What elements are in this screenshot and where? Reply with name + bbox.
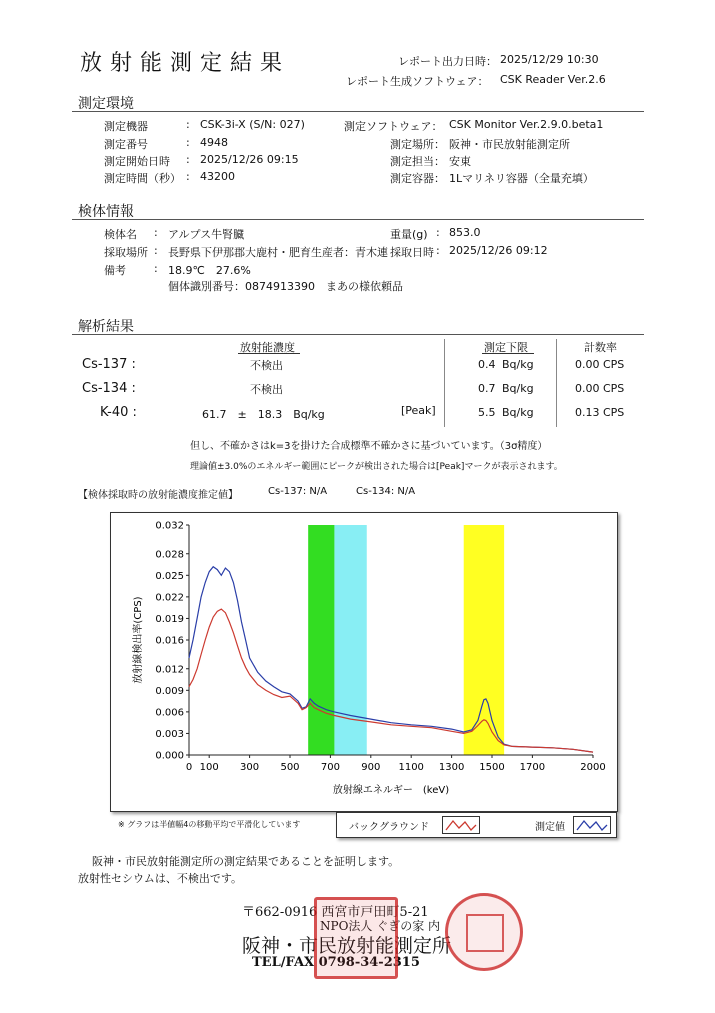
env-colon: : — [186, 118, 190, 131]
report-date: 2025/12/29 10:30 — [500, 53, 599, 66]
sample-colon: : — [154, 262, 158, 275]
estimate-label: 【検体採取時の放射能濃度推定値】 — [78, 490, 238, 501]
env-colon: : — [186, 153, 190, 166]
env-label: 測定機器 — [104, 120, 148, 133]
series-line — [189, 609, 593, 752]
stamp-org: NPO法人 ぐぎの家 内 — [320, 919, 441, 933]
env-colon: : — [186, 170, 190, 183]
uncertainty-note: 但し、不確かさはk=3を掛けた合成標準不確かさに基づいています。（3σ精度） — [190, 441, 548, 452]
y-tick-label: 0.009 — [155, 685, 184, 697]
certification-text: 阪神・市民放射能測定所の測定結果であることを証明します。 — [92, 855, 400, 868]
sample-place-label: 採取場所 — [104, 246, 148, 259]
y-tick-label: 0.028 — [155, 549, 184, 561]
env-value: CSK-3i-X (S/N: 027) — [200, 118, 305, 131]
env-label: 測定時間（秒） — [104, 172, 181, 185]
limit-value: 0.4 — [478, 358, 496, 371]
x-tick-label: 100 — [199, 762, 219, 773]
y-axis-label: 放射線検出率(CPS) — [133, 596, 144, 684]
sample-note-label: 備考 — [104, 264, 126, 277]
env-value: 2025/12/26 09:15 — [200, 153, 299, 166]
sample-weight-label: 重量(g) — [390, 228, 428, 241]
analysis-divider — [72, 334, 644, 335]
red-seal-square — [314, 897, 398, 979]
env-value: CSK Monitor Ver.2.9.0.beta1 — [449, 118, 604, 131]
estimate-cs134: Cs-134: N/A — [356, 486, 416, 497]
nuclide-name: K-40 : — [100, 405, 137, 420]
x-tick-label: 1300 — [438, 762, 465, 773]
y-tick-label: 0.032 — [155, 520, 184, 532]
limit-value: 0.7 — [478, 382, 496, 395]
env-label: 測定番号 — [104, 138, 148, 151]
stamp-name: 阪神・市民放射能測定所 — [242, 935, 452, 957]
sample-divider — [72, 219, 644, 220]
x-tick-label: 0 — [185, 762, 193, 773]
y-tick-label: 0.012 — [155, 664, 184, 676]
report-software: CSK Reader Ver.2.6 — [500, 73, 606, 86]
sample-place: 長野県下伊那郡大鹿村・肥育生産者：青木連 — [168, 246, 388, 259]
x-tick-label: 500 — [280, 762, 300, 773]
limit-value: 5.5 — [478, 406, 496, 419]
x-tick-label: 1500 — [479, 762, 505, 773]
col-rate: 計数率 — [584, 341, 617, 354]
sample-colon: : — [436, 226, 440, 239]
chart-note: ※ グラフは半値幅4の移動平均で平滑化しています — [118, 820, 301, 829]
cesium-statement: 放射性セシウムは、不検出です。 — [78, 872, 243, 885]
result-value: 不検出 — [250, 359, 283, 372]
report-software-label: レポート生成ソフトウェア： — [346, 75, 489, 88]
env-label: 測定場所： — [390, 138, 445, 151]
sample-note-1: 18.9℃ 27.6% — [168, 264, 251, 277]
env-heading: 測定環境 — [78, 96, 134, 112]
env-label: 測定開始日時 — [104, 155, 170, 168]
sample-date: 2025/12/26 09:12 — [449, 244, 548, 257]
y-tick-label: 0.025 — [155, 570, 184, 582]
col-underline — [238, 353, 300, 354]
chart-legend — [336, 812, 617, 838]
stamp-address: 〒662-0916 西宮市戸田町5-21 — [242, 905, 429, 920]
env-value: 1Lマリネリ容器（全量充填） — [449, 172, 594, 185]
env-divider — [72, 111, 644, 112]
sample-name-label: 検体名 — [104, 228, 137, 241]
spectrum-chart — [111, 513, 617, 811]
y-tick-label: 0.000 — [155, 750, 184, 762]
col-concentration: 放射能濃度 — [240, 341, 295, 354]
page-title: 放射能測定結果 — [80, 51, 291, 76]
rate-value: 0.13 CPS — [575, 406, 625, 419]
x-tick-label: 1700 — [519, 762, 546, 773]
env-value: 安東 — [449, 155, 471, 168]
env-value: 阪神・市民放射能測定所 — [449, 138, 570, 151]
env-label: 測定容器： — [390, 172, 445, 185]
y-tick-label: 0.016 — [155, 635, 184, 647]
peak-note: 理論値±3.0%のエネルギー範囲にピークが検出された場合は[Peak]マークが表示されます。 — [190, 462, 563, 472]
spectrum-chart-frame — [110, 512, 618, 812]
sample-name: アルプス牛腎臓 — [168, 228, 245, 241]
legend-background-swatch — [442, 816, 480, 834]
x-tick-label: 1100 — [398, 762, 424, 773]
peak-flag: [Peak] — [401, 404, 436, 417]
legend-measured-swatch — [573, 816, 611, 834]
sample-colon: : — [436, 244, 440, 257]
x-tick-label: 2000 — [580, 762, 606, 773]
env-value: 43200 — [200, 170, 235, 183]
sample-weight: 853.0 — [449, 226, 481, 239]
col-underline — [482, 353, 534, 354]
sample-date-label: 採取日時 — [390, 246, 434, 259]
analysis-heading: 解析結果 — [78, 319, 134, 335]
limit-unit: Bq/kg — [502, 382, 534, 395]
col-separator — [444, 339, 445, 427]
env-label: 測定ソフトウェア： — [344, 120, 443, 133]
sample-colon: : — [154, 244, 158, 257]
col-separator — [556, 339, 557, 427]
y-tick-label: 0.019 — [155, 613, 184, 625]
estimate-cs137: Cs-137: N/A — [268, 486, 328, 497]
y-tick-label: 0.003 — [155, 728, 184, 740]
stamp-phone: TEL/FAX 0798-34-2315 — [252, 955, 420, 970]
env-colon: : — [186, 136, 190, 149]
energy-band — [308, 525, 334, 755]
limit-unit: Bq/kg — [502, 358, 534, 371]
limit-unit: Bq/kg — [502, 406, 534, 419]
x-axis-label: 放射線エネルギー (keV) — [332, 785, 450, 796]
x-tick-label: 700 — [320, 762, 340, 773]
y-tick-label: 0.006 — [155, 707, 184, 719]
sample-colon: : — [154, 226, 158, 239]
result-value: 不検出 — [250, 383, 283, 396]
env-label: 測定担当： — [390, 155, 445, 168]
sample-heading: 検体情報 — [78, 204, 134, 220]
env-value: 4948 — [200, 136, 228, 149]
sample-note-2: 個体識別番号：0874913390 まあの様依頼品 — [168, 280, 403, 293]
rate-value: 0.00 CPS — [575, 358, 625, 371]
y-tick-label: 0.022 — [155, 592, 184, 604]
nuclide-name: Cs-137 : — [82, 357, 136, 372]
legend-measured-label: 測定値 — [535, 822, 565, 833]
round-seal-icon — [445, 893, 523, 971]
x-tick-label: 900 — [361, 762, 381, 773]
nuclide-name: Cs-134 : — [82, 381, 136, 396]
legend-background-label: バックグラウンド — [349, 822, 429, 833]
x-tick-label: 300 — [240, 762, 260, 773]
rate-value: 0.00 CPS — [575, 382, 625, 395]
report-date-label: レポート出力日時： — [398, 55, 497, 68]
result-value: 61.7 ± 18.3 Bq/kg — [202, 408, 325, 421]
col-limit: 測定下限 — [484, 341, 528, 354]
